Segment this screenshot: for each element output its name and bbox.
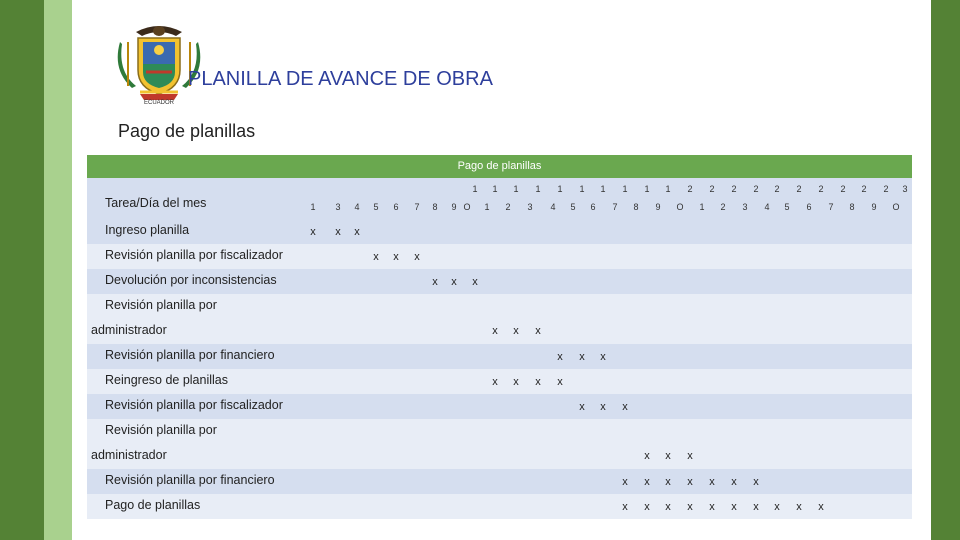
table-row [87, 294, 912, 344]
progress-mark: x [622, 476, 628, 488]
day-number-top: 1 [535, 184, 541, 194]
day-number: 3 [335, 202, 341, 212]
progress-mark: x [796, 501, 802, 513]
day-number-top: 2 [709, 184, 715, 194]
progress-mark: x [535, 325, 541, 337]
right-accent-bar [931, 0, 960, 540]
progress-mark: x [665, 476, 671, 488]
day-number-top: 1 [472, 184, 478, 194]
progress-mark: x [753, 501, 759, 513]
progress-mark: x [513, 325, 519, 337]
table-row [87, 469, 912, 494]
day-number: 7 [612, 202, 618, 212]
progress-mark: x [709, 476, 715, 488]
progress-mark: x [644, 476, 650, 488]
day-number: 7 [828, 202, 834, 212]
day-number-top: 1 [557, 184, 563, 194]
day-number: 8 [432, 202, 438, 212]
progress-mark: x [644, 501, 650, 513]
table-row [87, 219, 912, 244]
day-number: 1 [699, 202, 705, 212]
progress-mark: x [731, 476, 737, 488]
task-label: Revisión planilla por fiscalizador [105, 248, 283, 262]
day-number-top: 1 [579, 184, 585, 194]
day-number: 5 [373, 202, 379, 212]
day-number: 9 [655, 202, 661, 212]
day-number-top: 2 [861, 184, 867, 194]
progress-mark: x [753, 476, 759, 488]
day-number: 5 [570, 202, 576, 212]
day-number-top: 1 [600, 184, 606, 194]
coat-of-arms-logo [116, 22, 202, 112]
table-row [87, 269, 912, 294]
day-number: 8 [633, 202, 639, 212]
table-row [87, 394, 912, 419]
progress-mark: x [492, 376, 498, 388]
day-number: O [676, 202, 684, 212]
progress-mark: x [687, 450, 693, 462]
first-column-header: Tarea/Día del mes [105, 196, 207, 210]
progress-mark: x [600, 351, 606, 363]
day-number-top: 2 [731, 184, 737, 194]
day-number-top: 2 [818, 184, 824, 194]
day-number: 1 [310, 202, 316, 212]
progress-mark: x [622, 401, 628, 413]
task-label: Revisión planilla por [105, 423, 217, 437]
progress-mark: x [557, 351, 563, 363]
progress-mark: x [432, 276, 438, 288]
day-number: 4 [764, 202, 770, 212]
table-row [87, 369, 912, 394]
progress-mark: x [513, 376, 519, 388]
day-number-top: 2 [796, 184, 802, 194]
progress-mark: x [354, 226, 360, 238]
progress-mark: x [472, 276, 478, 288]
table-row [87, 244, 912, 269]
day-number-top: 1 [644, 184, 650, 194]
day-number: 4 [550, 202, 556, 212]
day-number: 3 [527, 202, 533, 212]
table-row [87, 494, 912, 519]
table-row [87, 419, 912, 469]
progress-mark: x [393, 251, 399, 263]
task-label: Revisión planilla por fiscalizador [105, 398, 283, 412]
progress-mark: x [687, 501, 693, 513]
progress-mark: x [451, 276, 457, 288]
day-number: 6 [393, 202, 399, 212]
schedule-table [87, 155, 912, 516]
day-number-top: 1 [513, 184, 519, 194]
progress-mark: x [774, 501, 780, 513]
day-number-top: 2 [840, 184, 846, 194]
day-number: O [892, 202, 900, 212]
progress-mark: x [579, 401, 585, 413]
task-label: Reingreso de planillas [105, 373, 228, 387]
day-number-top: 1 [492, 184, 498, 194]
day-number-top: 1 [622, 184, 628, 194]
day-number: 2 [505, 202, 511, 212]
day-number-top: 2 [753, 184, 759, 194]
day-number: 9 [871, 202, 877, 212]
task-label-continued: administrador [91, 448, 167, 462]
progress-mark: x [557, 376, 563, 388]
table-header-bar [87, 155, 912, 178]
progress-mark: x [731, 501, 737, 513]
day-number: 9 [451, 202, 457, 212]
day-number: 3 [742, 202, 748, 212]
day-number: 2 [720, 202, 726, 212]
day-number: 6 [590, 202, 596, 212]
progress-mark: x [818, 501, 824, 513]
day-number-top: 2 [687, 184, 693, 194]
day-number: 1 [484, 202, 490, 212]
task-label: Devolución por inconsistencias [105, 273, 277, 287]
progress-mark: x [414, 251, 420, 263]
day-number: 7 [414, 202, 420, 212]
progress-mark: x [644, 450, 650, 462]
progress-mark: x [335, 226, 341, 238]
progress-mark: x [310, 226, 316, 238]
task-label: Revisión planilla por financiero [105, 473, 275, 487]
page-title: PLANILLA DE AVANCE DE OBRA [188, 68, 493, 90]
progress-mark: x [579, 351, 585, 363]
task-label: Revisión planilla por [105, 298, 217, 312]
day-number-top: 2 [774, 184, 780, 194]
task-label-continued: administrador [91, 323, 167, 337]
day-number: 4 [354, 202, 360, 212]
day-number-top: 3 [902, 184, 908, 194]
progress-mark: x [535, 376, 541, 388]
progress-mark: x [665, 450, 671, 462]
table-header-label: Pago de planillas [457, 160, 542, 172]
day-number: 8 [849, 202, 855, 212]
left-accent-stripe [44, 0, 72, 540]
day-number: 6 [806, 202, 812, 212]
left-accent-bar [0, 0, 44, 540]
progress-mark: x [373, 251, 379, 263]
progress-mark: x [600, 401, 606, 413]
task-label: Revisión planilla por financiero [105, 348, 275, 362]
page-subtitle: Pago de planillas [118, 121, 256, 141]
day-number-top: 1 [665, 184, 671, 194]
day-number: 5 [784, 202, 790, 212]
progress-mark: x [492, 325, 498, 337]
logo-caption: ECUADOR [143, 100, 174, 106]
day-number-top: 2 [883, 184, 889, 194]
progress-mark: x [709, 501, 715, 513]
day-number: O [463, 202, 471, 212]
task-label: Pago de planillas [105, 498, 201, 512]
table-row [87, 344, 912, 369]
progress-mark: x [622, 501, 628, 513]
progress-mark: x [687, 476, 693, 488]
task-label: Ingreso planilla [105, 223, 190, 237]
progress-mark: x [665, 501, 671, 513]
